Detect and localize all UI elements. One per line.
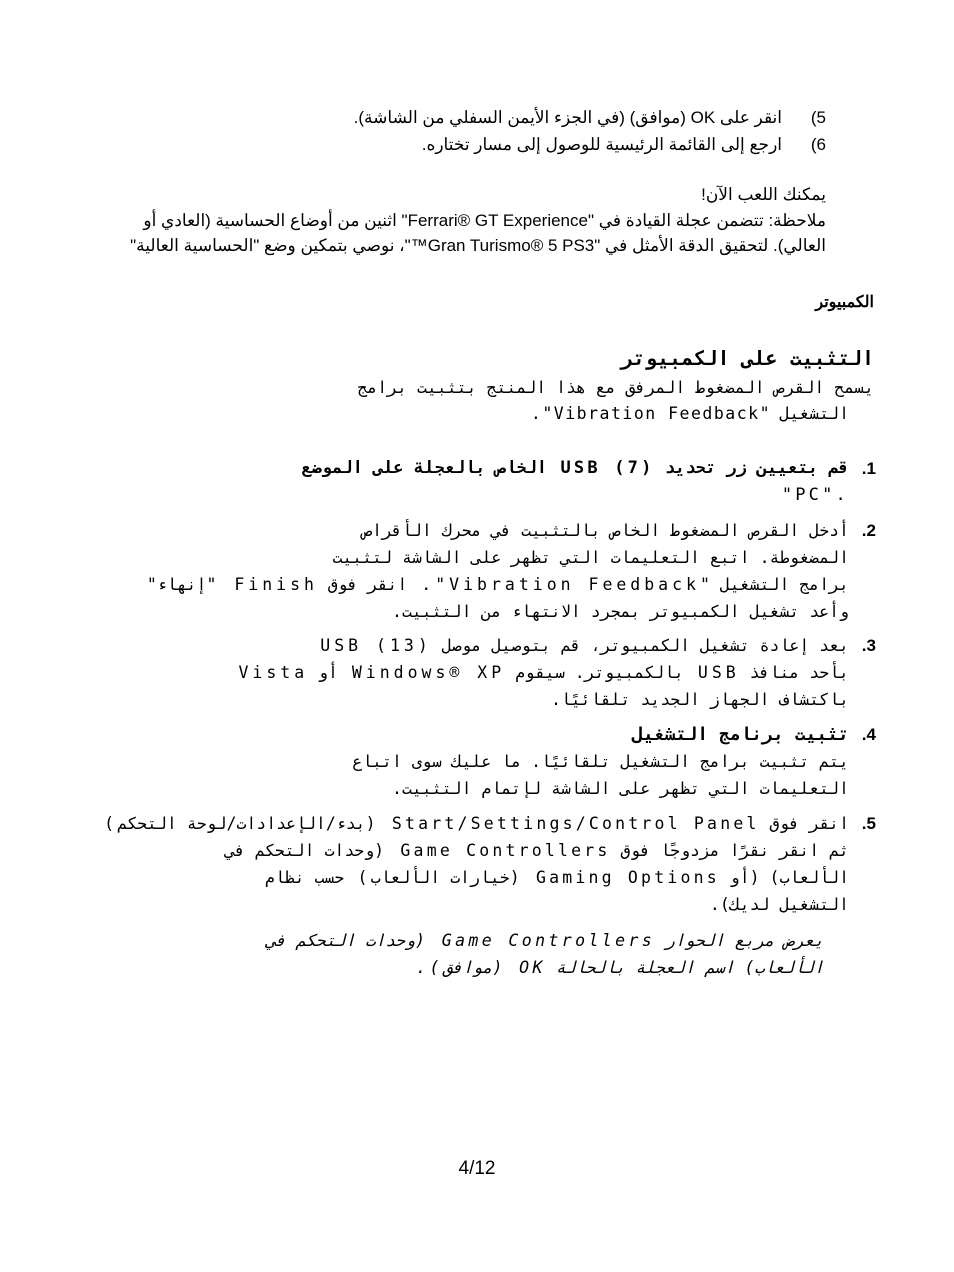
step-number: 5)	[810, 108, 826, 127]
list-item-line: التشغيل لديك).	[709, 895, 849, 914]
list-number-5: 5.	[861, 814, 876, 833]
list-item-2	[119, 517, 849, 625]
list-item-line: الألعاب) (أو Gaming Options (خيارات الألعاب) حسب نظام	[264, 868, 849, 887]
list-item-line: بأحد منافذ USB بالكمبيوتر. سيقوم Windows® XP أو Vista	[238, 663, 849, 682]
list-item-line: تثبيت برنامج التشغيل	[632, 724, 849, 745]
list-item-line: انقر فوق Start/Settings/Control Panel (بدء/الإعدادات/لوحة التحكم)	[104, 814, 849, 833]
step-text: انقر على OK (موافق) (في الجزء الأيمن السفلي من الشاشة).	[353, 108, 782, 127]
list-item-3	[119, 632, 849, 713]
dialog-note-line-2: الألعاب) اسم العجلة بالحالة OK (موافق).	[416, 958, 824, 977]
page-number: 4/12	[458, 1158, 496, 1179]
list-item-line: التعليمات التي تظهر على الشاشة لإتمام التثبيت.	[392, 779, 849, 798]
list-item-line: ثم انقر نقرًا مزدوجًا فوق Game Controllers (وحدات التحكم في	[225, 841, 849, 860]
top-step-6	[126, 131, 826, 158]
list-item-1	[119, 455, 849, 509]
play-now-text: يمكنك اللعب الآن!	[701, 185, 826, 204]
list-number-2: 2.	[861, 521, 876, 540]
list-item-line: المضغوطة. اتبع التعليمات التي تظهر على الشاشة لتثبيت	[332, 548, 849, 567]
dialog-note-line-1: يعرض مربع الحوار Game Controllers (وحدات التحكم في	[266, 931, 824, 950]
step-text: ارجع إلى القائمة الرئيسية للوصول إلى مسار تختاره.	[421, 135, 782, 154]
list-item-line: أدخل القرص المضغوط الخاص بالتثبيت في محرك الأقراص	[362, 521, 849, 540]
section-heading: الكمبيوتر	[815, 294, 874, 311]
list-number-1: 1.	[861, 459, 876, 478]
dialog-note	[119, 927, 824, 981]
note-line-2: العالي). لتحقيق الدقة الأمثل في "Gran Turismo® 5 PS3™"، نوصي بتمكين وضع "الحساسية العالية"	[130, 236, 826, 255]
install-heading: التثبيت على الكمبيوتر	[621, 346, 874, 370]
list-item-line: وأعد تشغيل الكمبيوتر بمجرد الانتهاء من التثبيت.	[392, 602, 849, 621]
list-item-line: قم بتعيين زر تحديد USB (7) الخاص بالعجلة على الموضع	[301, 458, 849, 478]
list-item-line: يتم تثبيت برامج التشغيل تلقائيًا. ما عليك سوى اتباع	[352, 752, 849, 771]
note-line-1: ملاحظة: تتضمن عجلة القيادة في "Ferrari® GT Experience" اثنين من أوضاع الحساسية (العادي أو	[143, 211, 826, 230]
list-item-5	[104, 810, 849, 918]
list-item-line: برامج التشغيل "Vibration Feedback". انقر فوق Finish "إنهاء"	[146, 575, 849, 594]
list-item-line: باكتشاف الجهاز الجديد تلقائيًا.	[550, 690, 849, 709]
list-item-line: بعد إعادة تشغيل الكمبيوتر، قم بتوصيل موصل USB (13)	[320, 636, 849, 655]
top-step-5	[126, 104, 826, 131]
list-item-4-heading	[119, 721, 849, 748]
list-item-line: ."PC"	[781, 485, 849, 505]
list-number-3: 3.	[861, 636, 876, 655]
list-number-4: 4.	[861, 725, 876, 744]
install-intro-line-2: التشغيل "Vibration Feedback".	[530, 404, 849, 423]
list-item-4-body	[119, 748, 849, 802]
step-number: 6)	[810, 135, 826, 154]
install-intro-line-1: يسمح القرص المضغوط المرفق مع هذا المنتج بتثبيت برامج	[357, 378, 874, 397]
